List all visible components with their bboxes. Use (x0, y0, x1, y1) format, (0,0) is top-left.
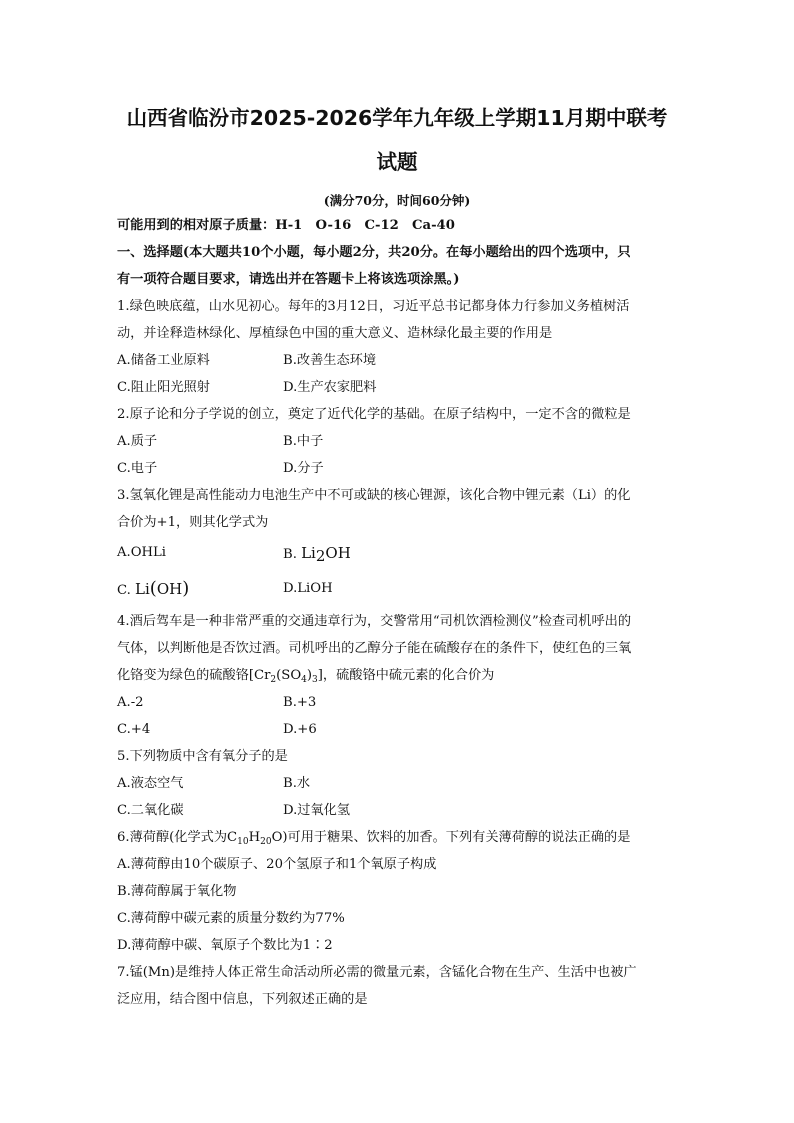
q7-stem-line1: 7.锰(Mn)是维持人体正常生命活动所必需的微量元素，含锰化合物在生产、生活中也被广 (117, 965, 637, 980)
q5-options-row1 (117, 770, 677, 797)
q3-option-b (283, 536, 351, 572)
q3-option-c-open-paren: ( (149, 578, 157, 599)
section1-instructions-line2: 有一项符合题目要求，请选出并在答题卡上将该选项涂黑。) (117, 272, 460, 287)
q6-option-a: A.薄荷醇由10个碳原子、20个氢原子和1个氧原子构成 (117, 857, 437, 872)
q1-options-row2 (117, 374, 677, 401)
q2-option-a: A.质子 (117, 434, 158, 449)
q4-option-a: A.-2 (117, 695, 144, 710)
q2-option-b: B.中子 (283, 434, 324, 449)
q4-line3-sub3: 3 (312, 675, 318, 685)
q3-option-b-sub: 2 (315, 547, 326, 565)
q5-option-c: C.二氧化碳 (117, 803, 184, 818)
q6-option-b: B.薄荷醇属于氧化物 (117, 884, 237, 899)
q3-option-b-oh: OH (325, 544, 351, 562)
q4-option-c: C.+4 (117, 722, 151, 737)
q6-option-d: D.薄荷醇中碳、氧原子个数比为1∶2 (117, 938, 333, 953)
q4-option-b: B.+3 (283, 695, 317, 710)
exam-title-line1: 山西省临汾市2025-2026学年九年级上学期11月期中联考 (126, 106, 668, 130)
q5-stem-line1: 5.下列物质中含有氧分子的是 (117, 749, 288, 764)
q4-line3-part-b: (SO (276, 668, 302, 683)
q2-options-row2 (117, 455, 677, 482)
q3-stem-line1: 3.氢氧化锂是高性能动力电池生产中不可或缺的核心锂源，该化合物中锂元素（Li）的化 (117, 488, 631, 503)
q4-line3-sub1: 2 (270, 675, 277, 685)
exam-page (117, 96, 677, 1013)
q3-option-c-oh: OH (156, 580, 183, 598)
exam-title-line2: 试题 (376, 150, 418, 174)
q4-option-d: D.+6 (283, 722, 317, 737)
section1-instructions-line1: 一、选择题(本大题共10个小题，每小题2分，共20分。在每小题给出的四个选项中，只 (117, 245, 631, 260)
q6-option-c: C.薄荷醇中碳元素的质量分数约为77% (117, 911, 345, 926)
q4-line3-sub2: 4 (301, 675, 307, 685)
atomic-mass-note: 可能用到的相对原子质量：H-1 O-16 C-12 Ca-40 (117, 218, 455, 233)
q6-line1-part-a: 6.薄荷醇(化学式为C (117, 830, 238, 845)
q3-option-c-li: Li (135, 580, 150, 598)
q2-option-c: C.电子 (117, 461, 158, 476)
q7-stem-line2: 泛应用，结合图中信息，下列叙述正确的是 (117, 992, 368, 1007)
q2-option-d: D.分子 (283, 461, 324, 476)
q3-option-b-prefix: B. (283, 547, 302, 562)
exam-subtitle: (满分70分，时间60分钟) (323, 193, 471, 208)
q1-option-a: A.储备工业原料 (117, 353, 210, 368)
q6-stem-line1 (117, 824, 677, 851)
q3-option-d: D.LiOH (283, 581, 333, 596)
q4-stem-line1: 4.酒后驾车是一种非常严重的交通违章行为，交警常用“司机饮酒检测仪”检查司机呼出的 (117, 614, 631, 629)
q4-line3-part-a: 化铬变为绿色的硫酸铬[Cr (117, 668, 271, 683)
q3-options-row2 (117, 572, 677, 608)
q2-options-row1 (117, 428, 677, 455)
q3-option-c-prefix: C. (117, 583, 136, 598)
q4-stem-line2: 气体，以判断他是否饮过酒。司机呼出的乙醇分子能在硫酸存在的条件下，使红色的三氧 (117, 641, 632, 656)
q4-stem-line3 (117, 662, 677, 689)
q3-option-c-close-paren: ) (182, 578, 190, 599)
q6-line1-part-b: H (248, 830, 261, 845)
q4-options-row2 (117, 716, 677, 743)
q4-line3-part-d: ]，硫酸铬中硫元素的化合价为 (317, 668, 495, 683)
q3-option-c (117, 572, 283, 608)
q1-stem-line2: 动，并诠释造林绿化、厚植绿色中国的重大意义、造林绿化最主要的作用是 (117, 326, 553, 341)
q4-options-row1 (117, 689, 677, 716)
q3-option-b-li: Li (301, 544, 316, 562)
q1-options-row1 (117, 347, 677, 374)
q2-stem-line1: 2.原子论和分子学说的创立，奠定了近代化学的基础。在原子结构中，一定不含的微粒是 (117, 407, 631, 422)
q3-options-row1 (117, 536, 677, 572)
q5-options-row2 (117, 797, 677, 824)
q1-option-c: C.阻止阳光照射 (117, 380, 210, 395)
q4-line3-part-c: ) (306, 668, 313, 683)
q1-stem-line1: 1.绿色映底蕴，山水见初心。每年的3月12日，习近平总书记都身体力行参加义务植树活 (117, 299, 630, 314)
q6-line1-sub2: 20 (260, 837, 272, 847)
q1-option-b: B.改善生态环境 (283, 353, 377, 368)
q5-option-d: D.过氧化氢 (283, 803, 351, 818)
q5-option-a: A.液态空气 (117, 776, 184, 791)
q3-option-a: A.OHLi (117, 545, 167, 560)
q6-line1-part-c: O)可用于糖果、饮料的加香。下列有关薄荷醇的说法正确的是 (271, 830, 631, 845)
q1-option-d: D.生产农家肥料 (283, 380, 377, 395)
q5-option-b: B.水 (283, 776, 311, 791)
q6-line1-sub1: 10 (237, 837, 249, 847)
q3-stem-line2: 合价为+1，则其化学式为 (117, 515, 269, 530)
